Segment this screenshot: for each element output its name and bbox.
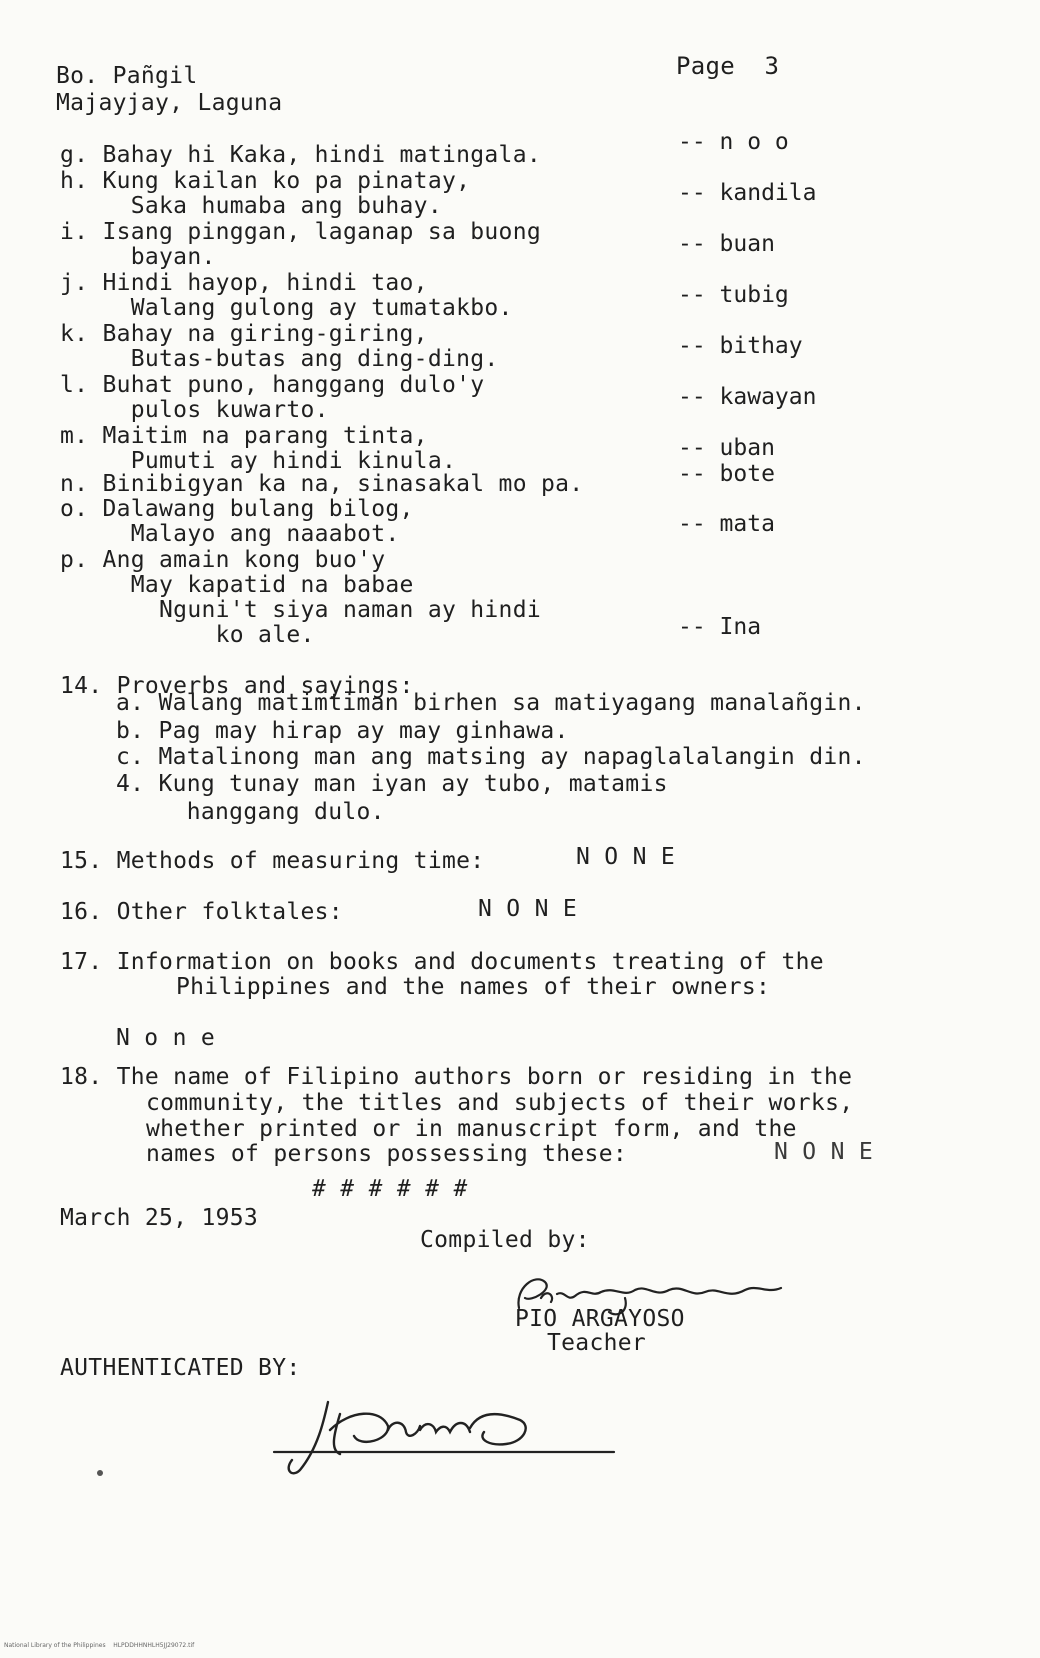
riddle-n-answer: -- bote <box>678 461 775 487</box>
riddle-o-line-2: Malayo ang naaabot. <box>60 521 400 547</box>
proverb-a: a. Walang matimtiman birhen sa matiyagang manalañgin. <box>116 690 866 716</box>
riddle-h-line-2: Saka humaba ang buhay. <box>60 193 442 219</box>
riddle-g-line-1: g. Bahay hi Kaka, hindi matingala. <box>60 142 542 168</box>
riddle-k-line-1: k. Bahay na giring-giring, <box>60 321 428 347</box>
riddle-j-line-2: Walang gulong ay tumatakbo. <box>60 295 513 321</box>
item-17-line-1: 17. Information on books and documents treating of the <box>60 949 824 975</box>
location-line-2: Majayjay, Laguna <box>56 90 283 116</box>
item-15-label: 15. Methods of measuring time: <box>60 848 485 874</box>
authenticator-signature <box>270 1390 630 1480</box>
riddle-p-line-3: Nguni't siya naman ay hindi <box>60 597 542 623</box>
riddle-p-answer: -- Ina <box>678 614 762 640</box>
item-16-label: 16. Other folktales: <box>60 899 343 925</box>
riddle-i-line-1: i. Isang pinggan, laganap sa buong <box>60 219 542 245</box>
location-line-1: Bo. Pañgil <box>56 63 198 89</box>
riddle-g-answer: -- n o o <box>678 129 789 155</box>
riddle-p-line-4: ko ale. <box>60 622 315 648</box>
riddle-j-line-1: j. Hindi hayop, hindi tao, <box>60 270 428 296</box>
scan-footer: National Library of the Philippines HLPDDHHNHLH5JJ29072.tif <box>4 1642 195 1649</box>
item-18-value: N O N E <box>774 1139 874 1165</box>
proverb-c: c. Matalinong man ang matsing ay napaglalalangin din. <box>116 744 866 770</box>
proverb-b: b. Pag may hirap ay may ginhawa. <box>116 718 569 744</box>
riddle-m-line-1: m. Maitim na parang tinta, <box>60 423 428 449</box>
compiled-by-label: Compiled by: <box>420 1227 590 1253</box>
riddle-h-answer: -- kandila <box>678 180 817 206</box>
end-mark: # # # # # # <box>312 1176 468 1202</box>
riddle-l-line-2: pulos kuwarto. <box>60 397 329 423</box>
riddle-k-answer: -- bithay <box>678 333 803 359</box>
proverbs-heading: 14. Proverbs and sayings: <box>60 673 414 699</box>
riddle-p-line-1: p. Ang amain kong buo'y <box>60 547 386 573</box>
riddle-n-line-1: n. Binibigyan ka na, sinasakal mo pa. <box>60 471 584 497</box>
riddle-o-answer: -- mata <box>678 511 775 537</box>
item-18-line-3: whether printed or in manuscript form, and the <box>146 1116 797 1142</box>
compiler-title: Teacher <box>547 1330 647 1356</box>
item-17-value: N o n e <box>116 1025 216 1051</box>
item-17-line-2: Philippines and the names of their owners: <box>176 974 771 1000</box>
riddle-i-line-2: bayan. <box>60 244 216 270</box>
compiler-name: PIO ARGAYOSO <box>515 1306 685 1332</box>
riddle-k-line-2: Butas-butas ang ding-ding. <box>60 346 499 372</box>
riddle-h-line-1: h. Kung kailan ko pa pinatay, <box>60 168 471 194</box>
riddle-p-line-2: May kapatid na babae <box>60 572 414 598</box>
riddle-l-line-1: l. Buhat puno, hanggang dulo'y <box>60 372 485 398</box>
item-15-value: N O N E <box>576 844 676 870</box>
riddle-m-answer: -- uban <box>678 435 775 461</box>
page-number: Page 3 <box>676 52 780 80</box>
item-18-line-2: community, the titles and subjects of their works, <box>146 1090 854 1116</box>
proverb-d-line-2: hanggang dulo. <box>116 799 385 825</box>
authenticated-by-label: AUTHENTICATED BY: <box>60 1355 301 1381</box>
item-18-line-4: names of persons possessing these: <box>146 1141 628 1167</box>
riddle-o-line-1: o. Dalawang bulang bilog, <box>60 496 414 522</box>
punch-dot <box>97 1470 103 1476</box>
proverb-d-line-1: 4. Kung tunay man iyan ay tubo, matamis <box>116 771 668 797</box>
riddle-l-answer: -- kawayan <box>678 384 817 410</box>
item-18-line-1: 18. The name of Filipino authors born or residing in the <box>60 1064 853 1090</box>
item-16-value: N O N E <box>478 896 578 922</box>
date: March 25, 1953 <box>60 1205 259 1231</box>
riddle-j-answer: -- tubig <box>678 282 789 308</box>
riddle-m-line-2: Pumuti ay hindi kinula. <box>60 448 457 474</box>
riddle-i-answer: -- buan <box>678 231 775 257</box>
